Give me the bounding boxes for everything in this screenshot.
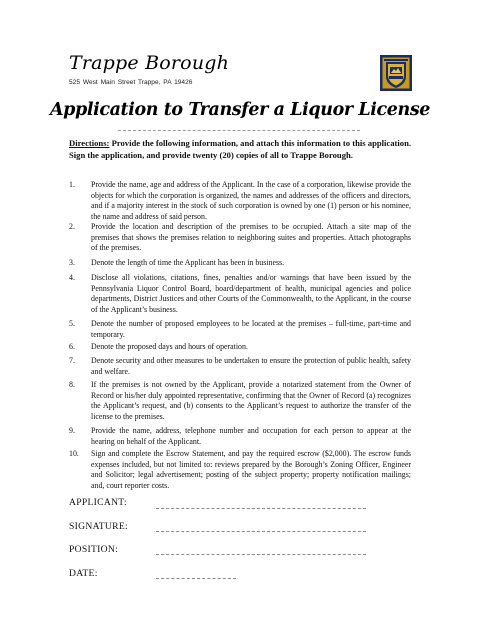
item-text: Provide the name, age and address of the Applicant. In the case of a corporation, likewise provide the objects for which the corporation is organized, the names and addresses of the officers and directors, and if a majority interest in the stock of such corporation is owned by one (1) person or his nominee, the name and address of said person. [91,180,411,221]
item-number: 1. [69,180,75,189]
borough-name: Trappe Borough [69,52,230,74]
list-item [69,342,411,353]
item-text: Disclose all violations, citations, fines, penalties and/or warnings that have been issued by the Pennsylvania Liquor Control Board, board/department of health, municipal agencies and police departments, District Justices and other Courts of the Commonwealth, to the Applicant, in the course of the Applicant’s business. [91,273,411,314]
list-item [69,258,411,269]
item-number: 3. [69,258,75,267]
applicant-field[interactable] [156,508,366,509]
list-item [69,356,411,377]
directions [69,138,411,162]
list-item [69,180,411,222]
item-text: Denote the proposed days and hours of operation. [91,342,248,351]
position-label: POSITION: [69,544,119,555]
item-number: 6. [69,342,75,351]
applicant-label: APPLICANT: [69,497,127,508]
date-label: DATE: [69,568,98,579]
list-item [69,380,411,422]
item-number: 4. [69,273,75,282]
item-number: 2. [69,222,75,231]
directions-label: Directions: [69,138,110,148]
list-item [69,222,411,254]
item-number: 7. [69,356,75,365]
position-field[interactable] [156,554,366,555]
item-number: 10. [69,449,79,458]
item-number: 9. [69,426,75,435]
title-divider [118,130,360,131]
borough-seal-icon [380,55,412,91]
item-text: Provide the location and description of the premises to be occupied. Attach a site map of the premises that shows the premises relation to neighboring suites and properties. Attach photographs of the premises. [91,222,411,253]
list-item [69,449,411,491]
item-text: Sign and complete the Escrow Statement, and pay the required escrow ($2,000). The escrow funds expenses included, but not limited to: reviews prepared by the Borough’s Zoning Officer, Engineer and Solicitor; legal advertisement; posting of the subject property; property notification mailings; and, court reporter costs. [91,449,411,490]
borough-address: 525 West Main Street Trappe, PA 19426 [69,79,193,86]
signature-field[interactable] [156,531,366,532]
item-number: 8. [69,380,75,389]
list-item [69,273,411,315]
item-text: Denote the number of proposed employees to be located at the premises – full-time, part-time and temporary. [91,319,411,339]
list-item [69,426,411,447]
item-text: If the premises is not owned by the Applicant, provide a notarized statement from the Owner of Record or his/her duly appointed representative, confirming that the Owner of Record (a) recognizes the Applicant’s request, and (b) consents to the Applicant’s request to authorize the transfer of the license to the premises. [91,380,411,421]
list-item [69,319,411,340]
item-text: Provide the name, address, telephone number and occupation for each person to appear at the hearing on behalf of the Applicant. [91,426,411,446]
item-text: Denote the length of time the Applicant has been in business. [91,258,285,267]
item-number: 5. [69,319,75,328]
document-title: Application to Transfer a Liquor License [49,100,431,120]
item-text: Denote security and other measures to be undertaken to ensure the protection of public health, safety and welfare. [91,356,411,376]
date-field[interactable] [156,578,236,579]
directions-text: Provide the following information, and attach this information to this application. Sign the application, and provide twenty (20) copies of all to Trappe Borough. [69,138,411,160]
signature-label: SIGNATURE: [69,521,128,532]
